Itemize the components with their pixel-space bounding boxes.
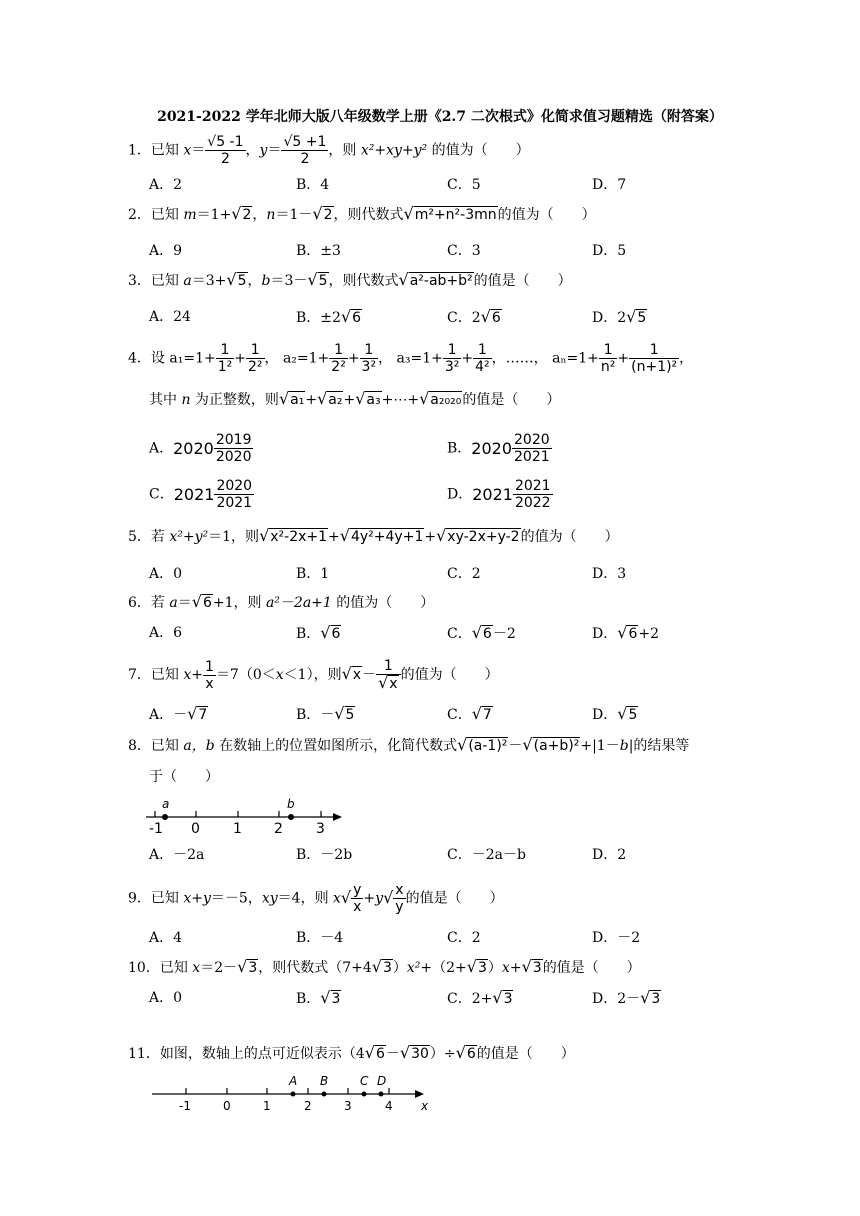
question-10: 10．已知 x＝2－√3，则代数式（7+4√3）x²+（2+√3）x+√3的值是（ ） [128,957,641,976]
axis-label: 4 [385,1099,393,1113]
axis-label: 2 [274,821,283,837]
q6-option-c: C．√6－2 [447,623,516,642]
q3-option-d: D．2√5 [592,307,647,326]
axis-label: -1 [179,1099,191,1113]
q4-option-b: B．2020 $\frac{2020}{2021}$ [447,432,550,465]
q1-option-a: A．2 [149,177,183,193]
q8-option-d: D．2 [592,847,627,863]
q5-option-b: B．1 [296,566,330,582]
page-title: 2021-2022 学年北师大版八年级数学上册《2.7 二次根式》化简求值习题精选（附答案） [157,109,723,125]
q7-option-c: C．√7 [447,704,492,723]
question-3: 3．已知 a＝3+√5，b＝3－√5，则代数式√a²-ab+b²的值是（ ） [128,270,572,289]
q6-option-b: B．√6 [296,623,341,642]
q9-option-b: B．－4 [296,930,344,946]
q8-option-b: B．－2b [296,847,353,863]
q9-option-d: D．－2 [592,930,641,946]
point-c-marker [362,1092,367,1097]
axis-label: 1 [263,1099,271,1113]
question-1: 1．已知 x＝ $\frac{√5 -1}{2}$ ，y＝ $\frac{√5 +1}{2}$ ，则 x²+xy+y² 的值为（ ） [128,134,530,167]
q9-option-a: A．4 [149,930,183,946]
point-b-label: b [287,797,295,811]
point-a-marker [291,1092,296,1097]
q9-option-c: C．2 [447,930,481,946]
axis-label: 1 [233,821,242,837]
q5-option-a: A．0 [149,566,183,582]
q10-option-d: D．2－√3 [592,988,661,1007]
point-d-marker [379,1092,384,1097]
question-9: 9．已知 x+y＝－5，xy＝4，则 x√ $\frac{y}{x}$ +y√ $\frac{x}{y}$ 的值是（ ） [128,882,504,915]
point-label: D [377,1074,387,1088]
point-a-label: a [162,797,170,811]
q8-number-line [140,792,350,837]
q2-option-a: A．9 [149,243,183,259]
q1-option-b: B．4 [296,177,330,193]
point-a-marker [162,814,168,820]
q4-option-c: C．2021 $\frac{2020}{2021}$ [149,478,253,511]
q11-number-line [148,1072,438,1118]
question-8: 8．已知 a，b 在数轴上的位置如图所示，化简代数式√(a-1)²－√(a+b)²+|1－b|的结果等 [128,735,690,754]
q3-option-c: C．2√6 [447,307,501,326]
question-8-line-2: 于（ ） [149,769,219,785]
axis-label: 0 [191,821,200,837]
point-label: C [360,1074,369,1088]
q6-option-a: A．6 [149,625,183,641]
fraction-y: $\frac{√5 +1}{2}$ [283,134,327,167]
q10-option-c: C．2+√3 [447,988,513,1007]
q8-option-c: C．－2a－b [447,847,526,863]
axis-label: 3 [316,821,325,837]
point-b-marker [288,814,294,820]
q4-option-a: A．2020 $\frac{2019}{2020}$ [149,432,252,465]
axis-label: 3 [344,1099,352,1113]
fraction-x: $\frac{√5 -1}{2}$ [207,134,244,167]
point-label: A [289,1074,298,1088]
question-2: 2．已知 m＝1+√2，n＝1－√2，则代数式√m²+n²-3mn的值为（ ） [128,204,596,223]
q2-option-d: D．5 [592,243,627,259]
q10-option-a: A．0 [149,990,183,1006]
q5-option-d: D．3 [592,566,627,582]
q2-option-b: B．±3 [296,243,341,259]
q7-option-d: D．√5 [592,704,638,723]
question-7: 7．已知 x+ $\frac{1}{x}$ ＝7（0＜x＜1），则√x－ $\frac{1}{√x}$ 的值为（ ） [128,658,499,692]
question-11: 11．如图，数轴上的点可近似表示（4√6－√30）÷√6的值是（ ） [128,1043,575,1062]
point-label: B [320,1074,329,1088]
axis-label: -1 [149,821,163,837]
q10-option-b: B．√3 [296,988,341,1007]
q7-option-b: B．－√5 [296,704,355,723]
q3-option-b: B．±2√6 [296,307,362,326]
axis-label: 2 [304,1099,312,1113]
question-4: 4．设 a₁=1+ $\frac{1}{\text{1²}}$ + $\frac{1}{\text{2²}}$ ， a₂=1+ $\frac{1}{\text{2²}}$ + $\frac{1}{\text{3²}}$ ， a₃=1+ $\frac{1}{\text{3²}}$ + $\frac{1}{\text{4²}}$ ，……， aₙ=1+ $\frac{1}{\text{n²}}$ + $\frac{1}{\text{(n+1)²}}$ ， [128,342,694,375]
q5-option-c: C．2 [447,566,481,582]
q3-option-a: A．24 [149,309,191,325]
q2-option-c: C．3 [447,243,481,259]
axis-name: x [421,1099,429,1113]
q4-option-d: D．2021 $\frac{2021}{2022}$ [447,478,551,511]
q6-option-d: D．√6+2 [592,623,659,642]
question-4-line-2: 其中 n 为正整数，则√a₁+√a₂+√a₃+⋯+√a₂₀₂₀的值是（ ） [149,389,561,408]
q1-option-d: D．7 [592,177,627,193]
q7-option-a: A．－√7 [149,704,208,723]
q1-option-c: C．5 [447,177,481,193]
axis-label: 0 [223,1099,231,1113]
question-6: 6．若 a＝√6+1，则 a²－2a+1 的值为（ ） [128,592,435,611]
point-b-marker [322,1092,327,1097]
q8-option-a: A．－2a [149,847,205,863]
question-5: 5．若 x²+y²＝1，则√x²-2x+1+√4y²+4y+1+√xy-2x+y-2的值为（ ） [128,526,619,545]
